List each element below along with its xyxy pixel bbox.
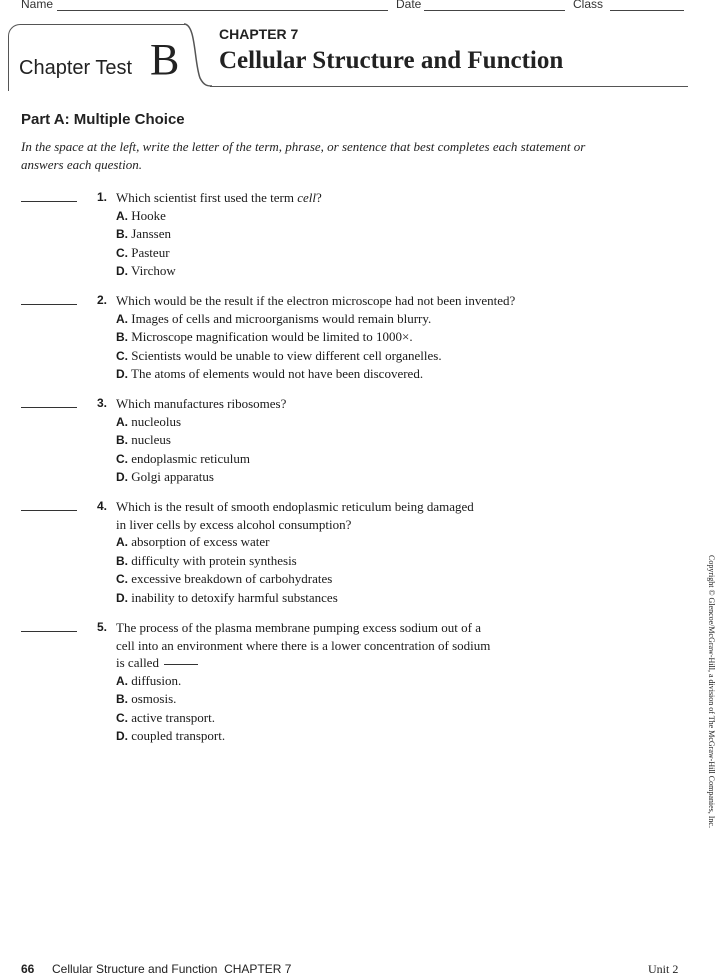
option-a: A. nucleolus: [116, 413, 182, 429]
question-number: 4.: [97, 499, 108, 513]
question-number: 3.: [97, 396, 108, 410]
option-d: D. coupled transport.: [116, 728, 226, 743]
option-c: C. excessive breakdown of carbohydrates: [116, 571, 333, 586]
header-underline: [210, 86, 688, 87]
name-label: Name: [21, 0, 54, 11]
option-c: C. active transport.: [116, 709, 215, 725]
option-d: D. Golgi apparatus: [116, 469, 214, 484]
question-number: 5.: [97, 620, 108, 634]
option-a: A. Hooke: [116, 207, 166, 223]
answer-blank[interactable]: [21, 510, 77, 511]
option-b: B. nucleus: [116, 432, 171, 447]
instructions: In the space at the left, write the letter of the term, phrase, or sentence that best completes each statement or answers each question.: [21, 139, 586, 172]
option-b: B. Janssen: [116, 226, 171, 241]
answer-options: [116, 413, 250, 487]
answer-blank[interactable]: [21, 201, 77, 202]
option-b: B. osmosis.: [116, 691, 177, 706]
test-version-letter: B: [150, 35, 180, 84]
option-b: B. Microscope magnification would be limited to 1000×.: [116, 329, 413, 344]
question-text: The process of the plasma membrane pumping excess sodium out of a cell into an environment where there is a lower concentration of sodium is called: [116, 620, 491, 670]
question-text: Which manufactures ribosomes?: [116, 396, 287, 411]
answer-options: [116, 310, 442, 384]
part-title: Part A: Multiple Choice: [21, 111, 185, 128]
class-field[interactable]: [610, 10, 684, 11]
student-info-bar: [0, 0, 728, 14]
option-a: A. diffusion.: [116, 672, 182, 688]
question-text: Which is the result of smooth endoplasmic reticulum being damaged in liver cells by excess alcohol consumption?: [116, 499, 474, 532]
question-text: Which would be the result if the electron microscope had not been invented?: [116, 293, 516, 308]
chapter-test-label: Chapter Test: [19, 57, 133, 79]
answer-blank[interactable]: [21, 631, 77, 632]
name-field[interactable]: [57, 10, 388, 11]
footer-title: Cellular Structure and Function CHAPTER 7: [52, 962, 292, 976]
option-c: C. Pasteur: [116, 244, 170, 260]
question-number: 2.: [97, 293, 108, 307]
question-number: 1.: [97, 190, 108, 204]
question-text: Which scientist first used the term cell?: [116, 190, 322, 205]
date-field[interactable]: [424, 10, 565, 11]
option-c: C. Scientists would be unable to view different cell organelles.: [116, 347, 442, 363]
date-label: Date: [396, 0, 422, 11]
option-d: D. Virchow: [116, 263, 176, 278]
option-b: B. difficulty with protein synthesis: [116, 552, 297, 568]
unit-label: Unit 2: [648, 962, 679, 976]
answer-options: [116, 533, 338, 607]
tab-curve-divider: [184, 22, 214, 90]
chapter-title: Cellular Structure and Function: [219, 47, 564, 74]
copyright-notice: Copyright © Glencoe/McGraw-Hill, a division of The McGraw-Hill Companies, Inc.: [707, 555, 716, 828]
option-a: A. Images of cells and microorganisms would remain blurry.: [116, 310, 432, 326]
answer-options: [116, 672, 225, 746]
option-d: D. inability to detoxify harmful substances: [116, 589, 338, 605]
chapter-number: CHAPTER 7: [219, 26, 299, 42]
class-label: Class: [573, 0, 604, 11]
option-c: C. endoplasmic reticulum: [116, 450, 251, 466]
page-number: 66: [21, 962, 35, 976]
fill-in-blank[interactable]: [164, 663, 198, 665]
option-a: A. absorption of excess water: [116, 534, 270, 549]
option-d: D. The atoms of elements would not have been discovered.: [116, 366, 424, 381]
answer-blank[interactable]: [21, 407, 77, 408]
answer-blank[interactable]: [21, 304, 77, 305]
answer-options: [116, 207, 176, 281]
